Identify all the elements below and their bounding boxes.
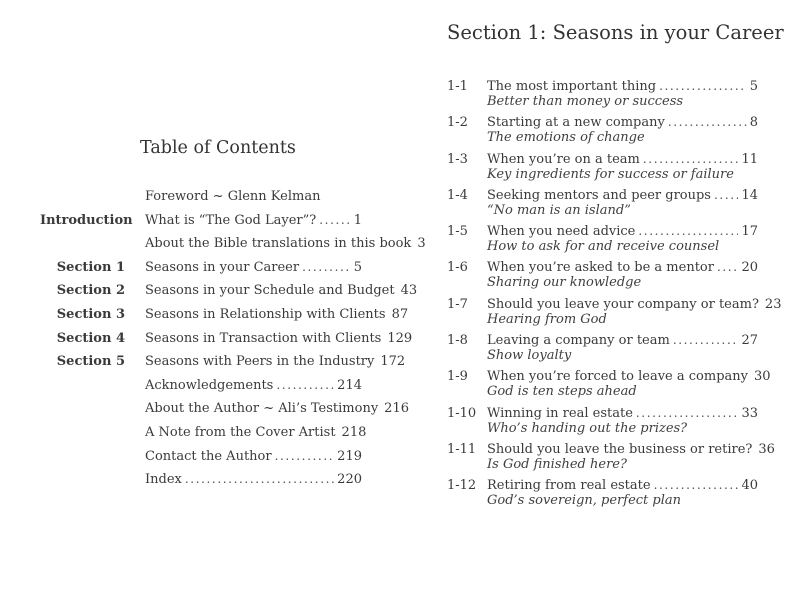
section-entry	[447, 333, 758, 363]
toc-entry-title: What is “The God Layer”?	[145, 212, 317, 228]
toc-entry-page-number: 214	[337, 377, 362, 393]
toc-entry-page-number: 43	[400, 283, 418, 299]
toc-entry-row	[40, 279, 418, 303]
toc-entry-row	[40, 303, 409, 327]
section-entry-main-row	[447, 260, 758, 275]
dot-leader	[638, 224, 738, 239]
section-entry-title: Should you leave the business or retire?	[487, 441, 753, 457]
section-entry-main-row	[447, 406, 758, 421]
toc-entry-title: Seasons in Relationship with Clients	[145, 306, 386, 322]
section-entry-title: The most important thing	[487, 79, 657, 94]
section-entry-title: When you’re forced to leave a company	[487, 369, 748, 385]
section-entry	[447, 224, 758, 254]
toc-entry-row	[40, 327, 413, 351]
section-entry	[447, 478, 758, 508]
section-entry-main-row	[447, 115, 758, 130]
section-entry-subtitle: Key ingredients for success or failure	[487, 166, 734, 182]
section-entry-subtitle: Hearing from God	[487, 311, 607, 327]
section-entry-subtitle: “No man is an island”	[487, 202, 631, 218]
section-entry	[447, 79, 758, 109]
section-entry-main-row	[447, 224, 758, 239]
section-entry-number: 1-4	[447, 187, 468, 203]
section-entry	[447, 260, 758, 290]
section-entry-title: Starting at a new company	[487, 115, 665, 131]
section-entry-subtitle: God is ten steps ahead	[487, 384, 637, 400]
section-entry-title: When you’re on a team	[487, 151, 640, 167]
section-entry-subtitle: Show loyalty	[487, 348, 572, 364]
section-entry	[447, 188, 758, 218]
toc-entry-title: Seasons in Transaction with Clients	[145, 330, 382, 346]
section-entry-main-row	[447, 478, 758, 493]
section-entry-page-number: 17	[741, 224, 758, 240]
toc-entry-page-number: 5	[353, 259, 362, 275]
toc-entry-page-number: 220	[337, 472, 362, 488]
section-entry-page-number: 27	[741, 333, 758, 349]
section-entry-title: Should you leave your company or team?	[487, 296, 759, 312]
section-entry-number: 1-8	[447, 333, 468, 349]
section-entry	[447, 441, 775, 472]
toc-entry-row	[40, 421, 367, 445]
section-entry-main-row	[447, 79, 758, 94]
dot-leader	[275, 445, 335, 469]
dot-leader	[654, 478, 739, 493]
section-entry-number: 1-11	[447, 441, 477, 457]
section-entry-number: 1-12	[447, 478, 477, 494]
section-entry-number: 1-7	[447, 296, 468, 312]
toc-entry-title: Acknowledgements	[145, 377, 274, 393]
section-entry-main-row	[447, 333, 758, 348]
section-entry-main-row	[447, 441, 775, 457]
toc-entry-row	[40, 186, 362, 209]
section-entry-number: 1-6	[447, 260, 468, 276]
section1-entry-list	[447, 79, 782, 509]
section-entry-number: 1-5	[447, 224, 468, 240]
section-entry-subtitle: Is God finished here?	[487, 456, 627, 472]
section-entry-number: 1-1	[447, 79, 468, 94]
section-entry	[447, 296, 782, 327]
dot-leader	[714, 188, 738, 203]
section-entry	[447, 406, 758, 436]
toc-entry-page-number: 129	[387, 330, 413, 346]
section-entry-number: 1-9	[447, 369, 468, 385]
section1-right-page	[447, 20, 784, 515]
dot-leader	[302, 256, 351, 280]
toc-entry-row	[40, 232, 426, 256]
section-entry-subtitle: How to ask for and receive counsel	[487, 239, 720, 255]
dot-leader	[643, 152, 739, 167]
dot-leader	[673, 333, 739, 348]
toc-entry-title: A Note from the Cover Artist	[145, 424, 336, 440]
section-entry-page-number: 8	[749, 115, 758, 131]
section-entry-page-number: 11	[741, 151, 758, 167]
section-entry-main-row	[447, 188, 758, 203]
section-entry-page-number: 5	[749, 79, 758, 94]
toc-entry-row	[40, 209, 362, 233]
toc-entry-page-number: 87	[391, 306, 409, 322]
toc-list	[40, 186, 426, 492]
dot-leader	[668, 115, 747, 130]
dot-leader	[276, 374, 334, 398]
toc-entry-row	[40, 468, 362, 492]
section-entry-page-number: 30	[754, 369, 771, 385]
section-entry-subtitle: Better than money or success	[487, 94, 684, 109]
toc-entry-page-number: 1	[353, 212, 362, 228]
section-entry-title: When you need advice	[487, 224, 636, 240]
toc-entry-title: About the Bible translations in this book	[145, 236, 412, 252]
section-entry-number: 1-10	[447, 405, 477, 421]
toc-entry-title: Foreword ~ Glenn Kelman	[145, 189, 321, 204]
toc-entry-title: Seasons in your Schedule and Budget	[145, 283, 395, 299]
toc-entry-label: Introduction	[40, 212, 133, 228]
toc-entry-page-number: 216	[384, 401, 409, 417]
section-entry-page-number: 14	[741, 187, 758, 203]
toc-entry-label: Section 2	[56, 283, 125, 299]
toc-entry-row	[40, 445, 362, 469]
section-entry-subtitle: Who’s handing out the prizes?	[487, 420, 688, 436]
section-entry-title: Seeking mentors and peer groups	[487, 187, 711, 203]
toc-entry-title: Index	[145, 472, 182, 488]
section-entry-page-number: 40	[741, 478, 758, 494]
toc-entry-title: About the Author ~ Ali’s Testimony	[145, 401, 379, 417]
section-entry-page-number: 20	[741, 260, 758, 276]
toc-entry-title: Seasons with Peers in the Industry	[145, 354, 375, 370]
toc-entry-label: Section 4	[56, 330, 125, 346]
section-entry-number: 1-3	[447, 151, 468, 167]
section-entry-title: Leaving a company or team	[487, 333, 670, 349]
toc-left-page	[40, 137, 426, 492]
toc-entry-title: Contact the Author	[145, 448, 272, 464]
section-entry-subtitle: The emotions of change	[487, 130, 645, 146]
section-entry-title: When you’re asked to be a mentor	[487, 260, 714, 276]
toc-entry-page-number: 218	[341, 424, 367, 440]
dot-leader	[185, 468, 334, 492]
toc-entry-page-number: 172	[380, 354, 406, 370]
toc-entry-title: Seasons in your Career	[145, 259, 300, 275]
section-entry-subtitle: God’s sovereign, perfect plan	[487, 493, 682, 509]
section1-page-title: Section 1: Seasons in your Career	[447, 21, 784, 44]
section-entry-main-row	[447, 369, 771, 385]
section-entry	[447, 369, 771, 400]
toc-entry-label: Section 1	[56, 259, 125, 275]
section-entry	[447, 152, 758, 182]
section-entry-page-number: 33	[741, 405, 758, 421]
toc-page-title: Table of Contents	[140, 138, 296, 158]
toc-entry-label: Section 3	[56, 306, 125, 322]
section-entry-page-number: 36	[758, 441, 775, 457]
dot-leader	[659, 79, 747, 94]
section-entry-main-row	[447, 152, 758, 167]
toc-entry-row	[40, 350, 406, 374]
dot-leader	[636, 406, 739, 421]
toc-entry-row	[40, 256, 362, 280]
section-entry-main-row	[447, 296, 782, 312]
toc-entry-row	[40, 374, 362, 398]
section-entry-title: Winning in real estate	[487, 405, 633, 421]
section-entry-title: Retiring from real estate	[487, 478, 651, 494]
section-entry-subtitle: Sharing our knowledge	[487, 275, 642, 291]
toc-entry-row	[40, 397, 409, 421]
toc-entry-page-number: 219	[337, 448, 362, 464]
dot-leader	[319, 209, 350, 233]
section-entry-page-number: 23	[764, 296, 782, 312]
toc-entry-label: Section 5	[56, 354, 125, 370]
section-entry	[447, 115, 758, 145]
section-entry-number: 1-2	[447, 115, 468, 131]
dot-leader	[717, 260, 738, 275]
toc-entry-page-number: 3	[417, 236, 426, 252]
